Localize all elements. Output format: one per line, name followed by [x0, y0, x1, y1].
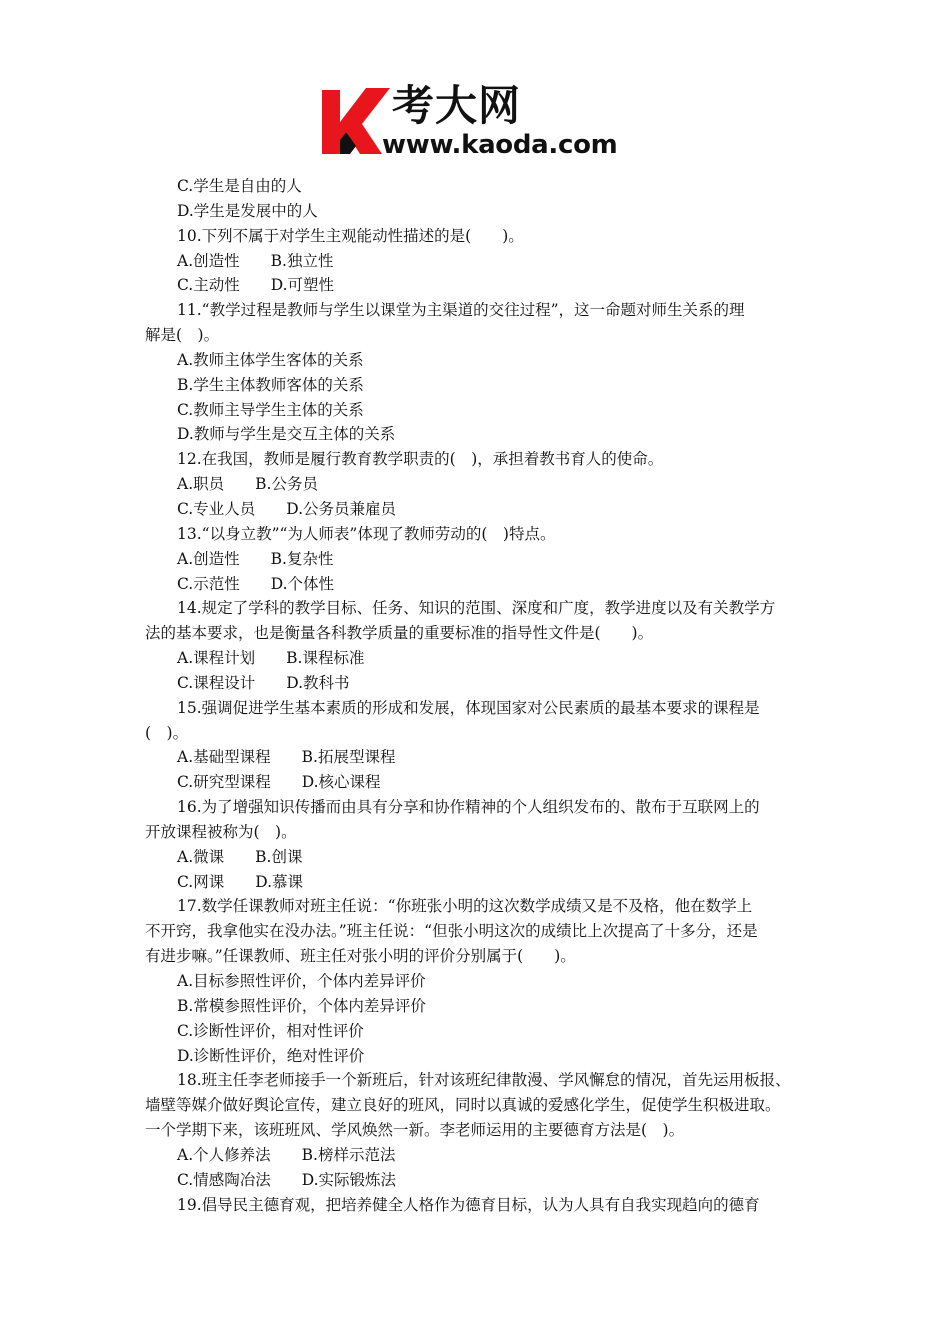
text-line: D.学生是发展中的人 [177, 201, 318, 220]
text-line: 17.数学任课教师对班主任说：“你班张小明的这次数学成绩又是不及格，他在数学上 [177, 897, 753, 916]
text-line: C.学生是自由的人 [177, 177, 302, 195]
text-line: 12.在我国，教师是履行教育教学职责的( )，承担着教书育人的使命。 [177, 450, 664, 469]
text-line: C.课程设计 D.教科书 [177, 673, 350, 692]
text-line: A.基础型课程 B.拓展型课程 [177, 748, 396, 767]
logo-brand-name: 考大网 [392, 81, 522, 130]
text-line: A.创造性 B.复杂性 [177, 549, 334, 568]
text-line: 19.倡导民主德育观，把培养健全人格作为德育目标，认为人具有自我实现趋向的德育 [177, 1195, 760, 1214]
text-line: 有进步嘛。”任课教师、班主任对张小明的评价分别属于( )。 [145, 947, 576, 966]
text-line: ( )。 [145, 723, 189, 742]
text-line: 18.班主任李老师接手一个新班后，针对该班纪律散漫、学风懈怠的情况，首先运用板报、 [177, 1071, 791, 1090]
text-line: A.个人修养法 B.榜样示范法 [177, 1145, 396, 1164]
text-line: 11.“教学过程是教师与学生以课堂为主渠道的交往过程”，这一命题对师生关系的理 [177, 301, 745, 320]
text-line: C.示范性 D.个体性 [177, 574, 335, 593]
text-line: A.目标参照性评价，个体内差异评价 [177, 972, 426, 990]
text-line: 一个学期下来，该班班风、学风焕然一新。李老师运用的主要德育方法是( )。 [145, 1121, 685, 1140]
text-line: D.教师与学生是交互主体的关系 [177, 425, 396, 444]
text-line: 15.强调促进学生基本素质的形成和发展，体现国家对公民素质的最基本要求的课程是 [177, 698, 760, 717]
text-line: C.研究型课程 D.核心课程 [177, 773, 381, 792]
text-line: D.诊断性评价，绝对性评价 [177, 1046, 365, 1065]
text-line: C.教师主导学生主体的关系 [177, 400, 364, 419]
text-line: A.职员 B.公务员 [177, 475, 318, 494]
text-line: B.学生主体教师客体的关系 [177, 375, 364, 394]
text-line: C.诊断性评价，相对性评价 [177, 1021, 364, 1040]
text-line: 法的基本要求，也是衡量各科教学质量的重要标准的指导性文件是( )。 [145, 624, 654, 643]
text-line: 13.“以身立教”“为人师表”体现了教师劳动的( )特点。 [177, 524, 556, 543]
text-line: C.主动性 D.可塑性 [177, 276, 335, 295]
text-line: 10.下列不属于对学生主观能动性描述的是( )。 [177, 226, 524, 245]
kaoda-logo [316, 80, 638, 160]
text-line: 开放课程被称为( )。 [145, 822, 297, 841]
text-line: C.情感陶冶法 D.实际锻炼法 [177, 1170, 397, 1189]
text-line: C.专业人员 D.公务员兼雇员 [177, 499, 397, 518]
text-line: 14.规定了学科的教学目标、任务、知识的范围、深度和广度，教学进度以及有关教学方 [177, 599, 776, 618]
text-line: A.创造性 B.独立性 [177, 251, 334, 270]
text-line: 16.为了增强知识传播而由具有分享和协作精神的个人组织发布的、散布于互联网上的 [177, 798, 760, 817]
text-line: B.常模参照性评价，个体内差异评价 [177, 996, 426, 1015]
text-line: A.教师主体学生客体的关系 [177, 350, 364, 369]
text-line: A.课程计划 B.课程标准 [177, 649, 365, 668]
text-line: 解是( )。 [145, 326, 220, 345]
text-line: A.微课 B.创课 [177, 847, 303, 866]
document-body [145, 174, 815, 1217]
text-line: 不开窍，我拿他实在没办法。”班主任说：“但张小明这次的成绩比上次提高了十多分，还是 [145, 922, 758, 941]
logo-url: www.kaoda.com [382, 130, 618, 160]
text-line: 墙壁等媒介做好舆论宣传，建立良好的班风，同时以真诚的爱感化学生，促使学生积极进取。 [145, 1096, 781, 1115]
text-line: C.网课 D.慕课 [177, 872, 304, 891]
